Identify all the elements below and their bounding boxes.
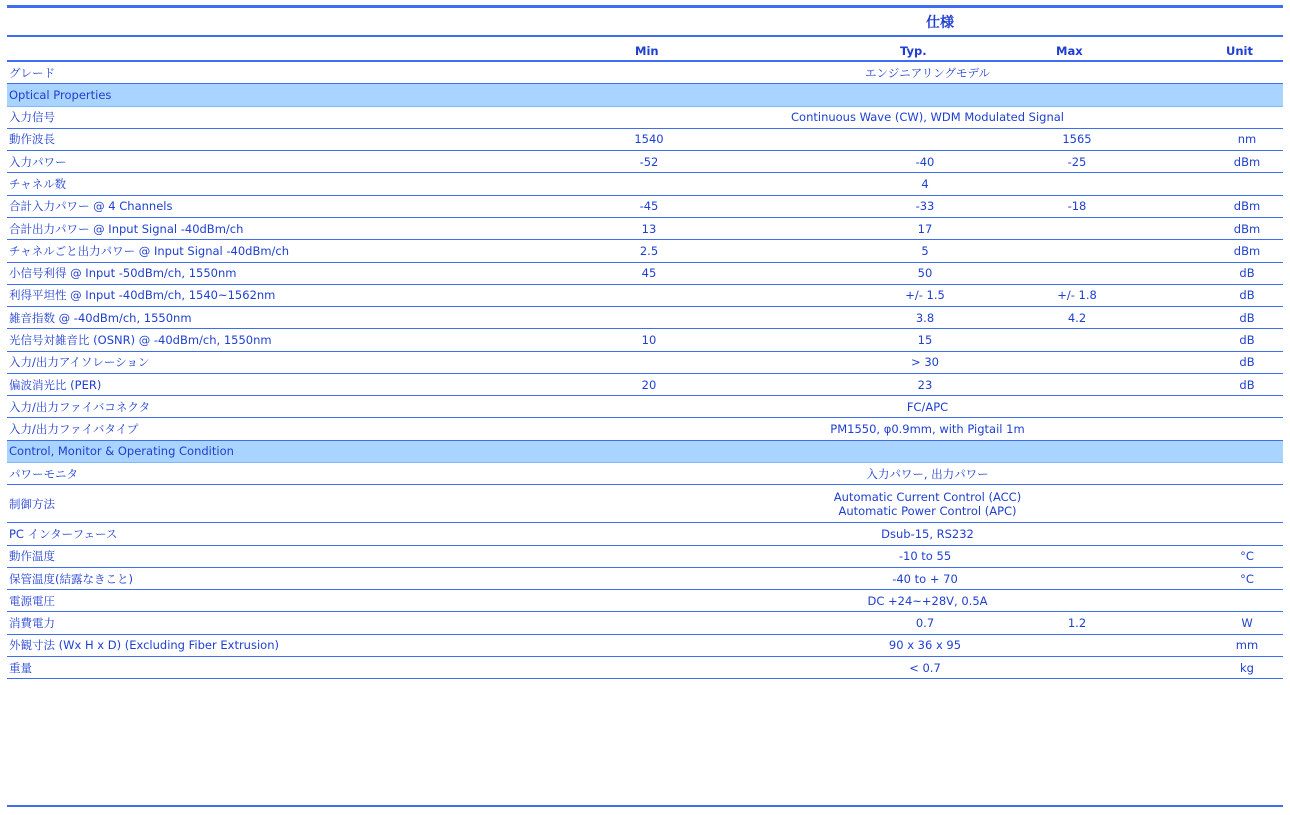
max-cell: 1.2 [1067,616,1087,631]
unit-cell: dB [1239,377,1255,392]
typ-cell: 23 [917,377,933,392]
max-cell [1017,374,1137,395]
bottom-rule [7,805,1283,807]
row-label: PC インターフェース [9,526,118,541]
table-row [7,240,1283,262]
typ-cell: > 30 [911,355,939,370]
max-cell [1017,635,1137,656]
table-row [7,285,1283,307]
typ-cell: 50 [917,266,933,281]
unit-cell: °C [1240,571,1254,586]
row-label: 利得平坦性 @ Input -40dBm/ch, 1540~1562nm [9,288,276,303]
span-line: Automatic Power Control (APC) [838,503,1017,518]
table-row [7,62,1283,84]
unit-cell: mm [1235,638,1259,653]
unit-cell [1207,173,1287,194]
max-cell [1017,329,1137,350]
typ-cell: -40 [915,154,935,169]
unit-cell: dB [1239,266,1255,281]
row-label: 合計出力パワー @ Input Signal -40dBm/ch [9,221,244,236]
table-row [7,218,1283,240]
row-label: 動作波長 [9,132,55,147]
typ-cell: < 0.7 [909,660,941,675]
max-cell [1017,218,1137,239]
table-row [7,657,1283,679]
row-label: 保管温度(結露なきこと) [9,571,133,586]
typ-cell: 15 [917,332,933,347]
typ-cell: 0.7 [915,616,935,631]
span-cell: DC +24~+28V, 0.5A [867,593,988,608]
row-label: 偏波消光比 (PER) [9,377,102,392]
row-label: 消費電力 [9,616,55,631]
typ-cell: 17 [917,221,933,236]
section-label: Optical Properties [9,87,112,102]
unit-cell: dB [1239,310,1255,325]
table-row [7,374,1283,396]
column-header-unit: Unit [1226,44,1253,58]
typ-cell: 3.8 [915,310,935,325]
unit-cell: dB [1239,355,1255,370]
min-cell: 1540 [634,132,664,147]
span-line: Automatic Current Control (ACC) [833,489,1022,504]
row-label: パワーモニタ [9,466,78,481]
row-label: チャネル数 [9,177,67,192]
row-label: 重量 [9,660,32,675]
column-header-min: Min [635,44,659,58]
title-rule [7,35,1283,37]
max-cell [1017,173,1137,194]
span-cell: Continuous Wave (CW), WDM Modulated Signal [791,110,1064,125]
unit-cell: dB [1239,288,1255,303]
row-label: チャネルごと出力パワー @ Input Signal -40dBm/ch [9,243,290,258]
row-label: 入力パワー [9,154,67,169]
section-row [7,441,1283,463]
min-cell: 10 [641,332,657,347]
typ-cell [605,129,1245,150]
table-row [7,129,1283,151]
typ-cell: -40 to + 70 [892,571,958,586]
span-cell: PM1550, φ0.9mm, with Pigtail 1m [830,422,1025,437]
unit-cell: dBm [1233,154,1261,169]
max-cell [1017,568,1137,589]
top-rule [7,5,1283,8]
table-row [7,568,1283,590]
span-cell [607,485,1248,522]
typ-cell: +/- 1.5 [905,288,945,303]
row-label: 動作温度 [9,549,55,564]
span-cell: 入力パワー, 出力パワー [866,466,989,481]
row-label: 小信号利得 @ Input -50dBm/ch, 1550nm [9,266,237,281]
table-row [7,635,1283,657]
unit-cell: dBm [1233,243,1261,258]
typ-cell: 5 [921,243,929,258]
column-header-max: Max [1056,44,1083,58]
table-row [7,612,1283,634]
typ-cell: -33 [915,199,935,214]
unit-cell: W [1241,616,1253,631]
row-label: 合計入力パワー @ 4 Channels [9,199,173,214]
unit-cell: dBm [1233,221,1261,236]
min-cell: 2.5 [639,243,659,258]
unit-cell: kg [1240,660,1254,675]
table-row [7,590,1283,612]
row-label: 入力信号 [9,110,55,125]
max-cell [1017,657,1137,678]
span-cell: FC/APC [906,399,949,414]
max-cell: 1565 [1062,132,1092,147]
table-title: 仕様 [926,15,954,31]
min-cell: -52 [639,154,659,169]
unit-cell: dB [1239,332,1255,347]
table-row [7,523,1283,545]
max-cell: -18 [1067,199,1087,214]
section-row [7,84,1283,106]
min-cell: 45 [641,266,657,281]
row-label: 外観寸法 (Wx H x D) (Excluding Fiber Extrusion) [9,638,279,653]
row-label: 入力/出力ファイバコネクタ [9,399,151,414]
max-cell: 4.2 [1067,310,1087,325]
max-cell [1017,352,1137,373]
row-label: 制御方法 [9,496,55,511]
max-cell [1017,263,1137,284]
table-row [7,196,1283,218]
max-cell: -25 [1067,154,1087,169]
row-label: 入力/出力ファイバタイプ [9,422,139,437]
section-label: Control, Monitor & Operating Condition [9,444,234,459]
table-row [7,329,1283,351]
unit-cell: nm [1237,132,1257,147]
table-row [7,396,1283,418]
table-row [7,546,1283,568]
row-label: 電源電圧 [9,593,55,608]
typ-cell: 4 [921,177,929,192]
row-label: 光信号対雑音比 (OSNR) @ -40dBm/ch, 1550nm [9,332,272,347]
span-cell: エンジニアリングモデル [865,65,990,80]
row-label: 雑音指数 @ -40dBm/ch, 1550nm [9,310,192,325]
row-label: グレード [9,65,55,80]
table-row [7,352,1283,374]
min-cell: 20 [641,377,657,392]
min-cell: -45 [639,199,659,214]
table-row [7,107,1283,129]
max-cell [1017,240,1137,261]
max-cell [1017,546,1137,567]
table-row [7,463,1283,485]
min-cell: 13 [641,221,657,236]
typ-cell: 90 x 36 x 95 [888,638,962,653]
row-label: 入力/出力アイソレーション [9,355,150,370]
max-cell: +/- 1.8 [1057,288,1097,303]
typ-cell: -10 to 55 [898,549,952,564]
table-row [7,173,1283,195]
column-header-typ: Typ. [900,44,927,58]
table-row [7,263,1283,285]
unit-cell: °C [1240,549,1254,564]
table-row [7,418,1283,440]
span-cell: Dsub-15, RS232 [881,526,974,541]
unit-cell: dBm [1233,199,1261,214]
table-row [7,485,1283,523]
table-row [7,151,1283,173]
table-row [7,307,1283,329]
